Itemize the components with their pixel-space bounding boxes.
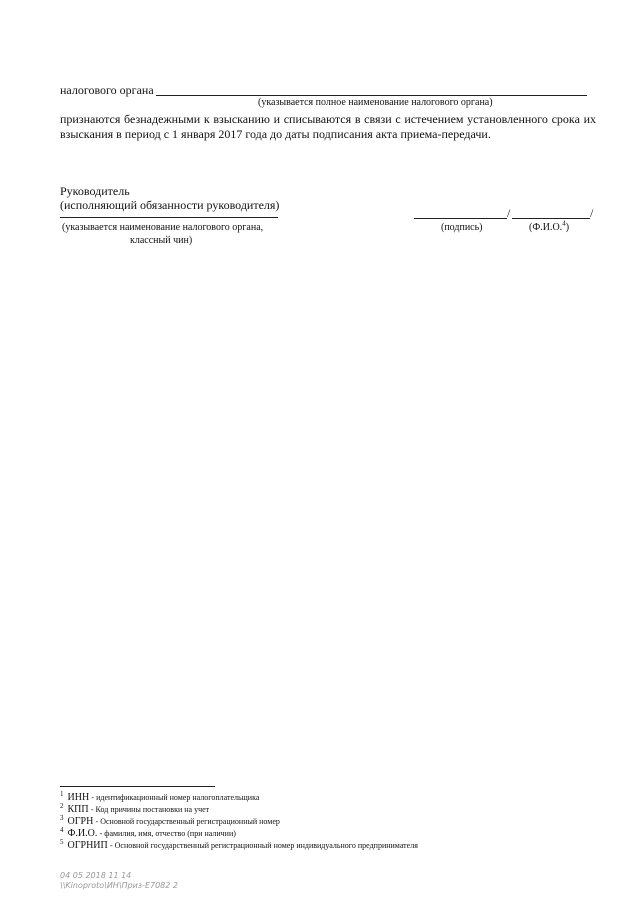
footnote-abbr: КПП (67, 804, 89, 815)
signature-org-line (60, 217, 278, 218)
footnote-number: 4 (60, 826, 64, 834)
signature-title: Руководитель (60, 184, 130, 198)
footnote-number: 3 (60, 814, 64, 822)
signature-fio-close: ) (565, 222, 570, 233)
footnote-desc: - Код причины постановки на учет (90, 805, 210, 814)
footnote-number: 5 (60, 838, 64, 846)
footnote-desc: - Основной государственный регистрационный номер (95, 817, 280, 826)
footnote-2 (60, 804, 209, 815)
footnote-4 (60, 828, 236, 839)
signature-slash-1: / (507, 206, 511, 220)
footnote-abbr: ИНН (67, 792, 90, 803)
authority-label: налогового органа (60, 83, 154, 97)
footnote-abbr: Ф.И.О. (67, 828, 98, 839)
footnote-number: 1 (60, 790, 64, 798)
signature-sign-label: (подпись) (441, 222, 483, 233)
signature-fio-text: (Ф.И.О. (529, 222, 563, 233)
signature-title-acting: (исполняющий обязанности руководителя) (60, 198, 280, 212)
footnote-number: 2 (60, 802, 64, 810)
signature-org-hint-rank: классный чин) (130, 235, 193, 246)
signature-fio-footnote-ref: 4 (562, 219, 566, 228)
authority-blank-line (156, 95, 587, 96)
authority-hint: (указывается полное наименование налогового органа) (258, 97, 493, 108)
signature-sign-line (414, 218, 507, 219)
file-stamp-line-2: \\Kinoproto\ИН\Приз-Е7082 2 (60, 881, 178, 890)
footnote-desc: - Основной государственный регистрационный номер индивидуального предпринимателя (109, 841, 418, 850)
footnote-1 (60, 792, 259, 803)
footnote-abbr: ОГРНИП (67, 840, 108, 851)
footnote-separator (60, 786, 215, 787)
footnote-desc: - идентификационный номер налогоплательщика (91, 793, 260, 802)
footnote-5 (60, 840, 418, 851)
footnote-3 (60, 816, 280, 827)
signature-fio-line (512, 218, 590, 219)
footnote-desc: - фамилия, имя, отчество (при наличии) (99, 829, 236, 838)
file-stamp-line-1: 04 05 2018 11 14 (60, 871, 132, 880)
signature-fio-label (529, 219, 570, 234)
signature-org-hint: (указывается наименование налогового органа, (62, 222, 264, 233)
body-text-line-2: взыскания в период с 1 января 2017 года до даты подписания акта приема-передачи. (60, 127, 491, 141)
body-text-line-1: признаются безнадежными к взысканию и списываются в связи с истечением установленного срока их (60, 112, 596, 126)
footnote-abbr: ОГРН (67, 816, 94, 827)
signature-slash-2: / (590, 206, 594, 220)
